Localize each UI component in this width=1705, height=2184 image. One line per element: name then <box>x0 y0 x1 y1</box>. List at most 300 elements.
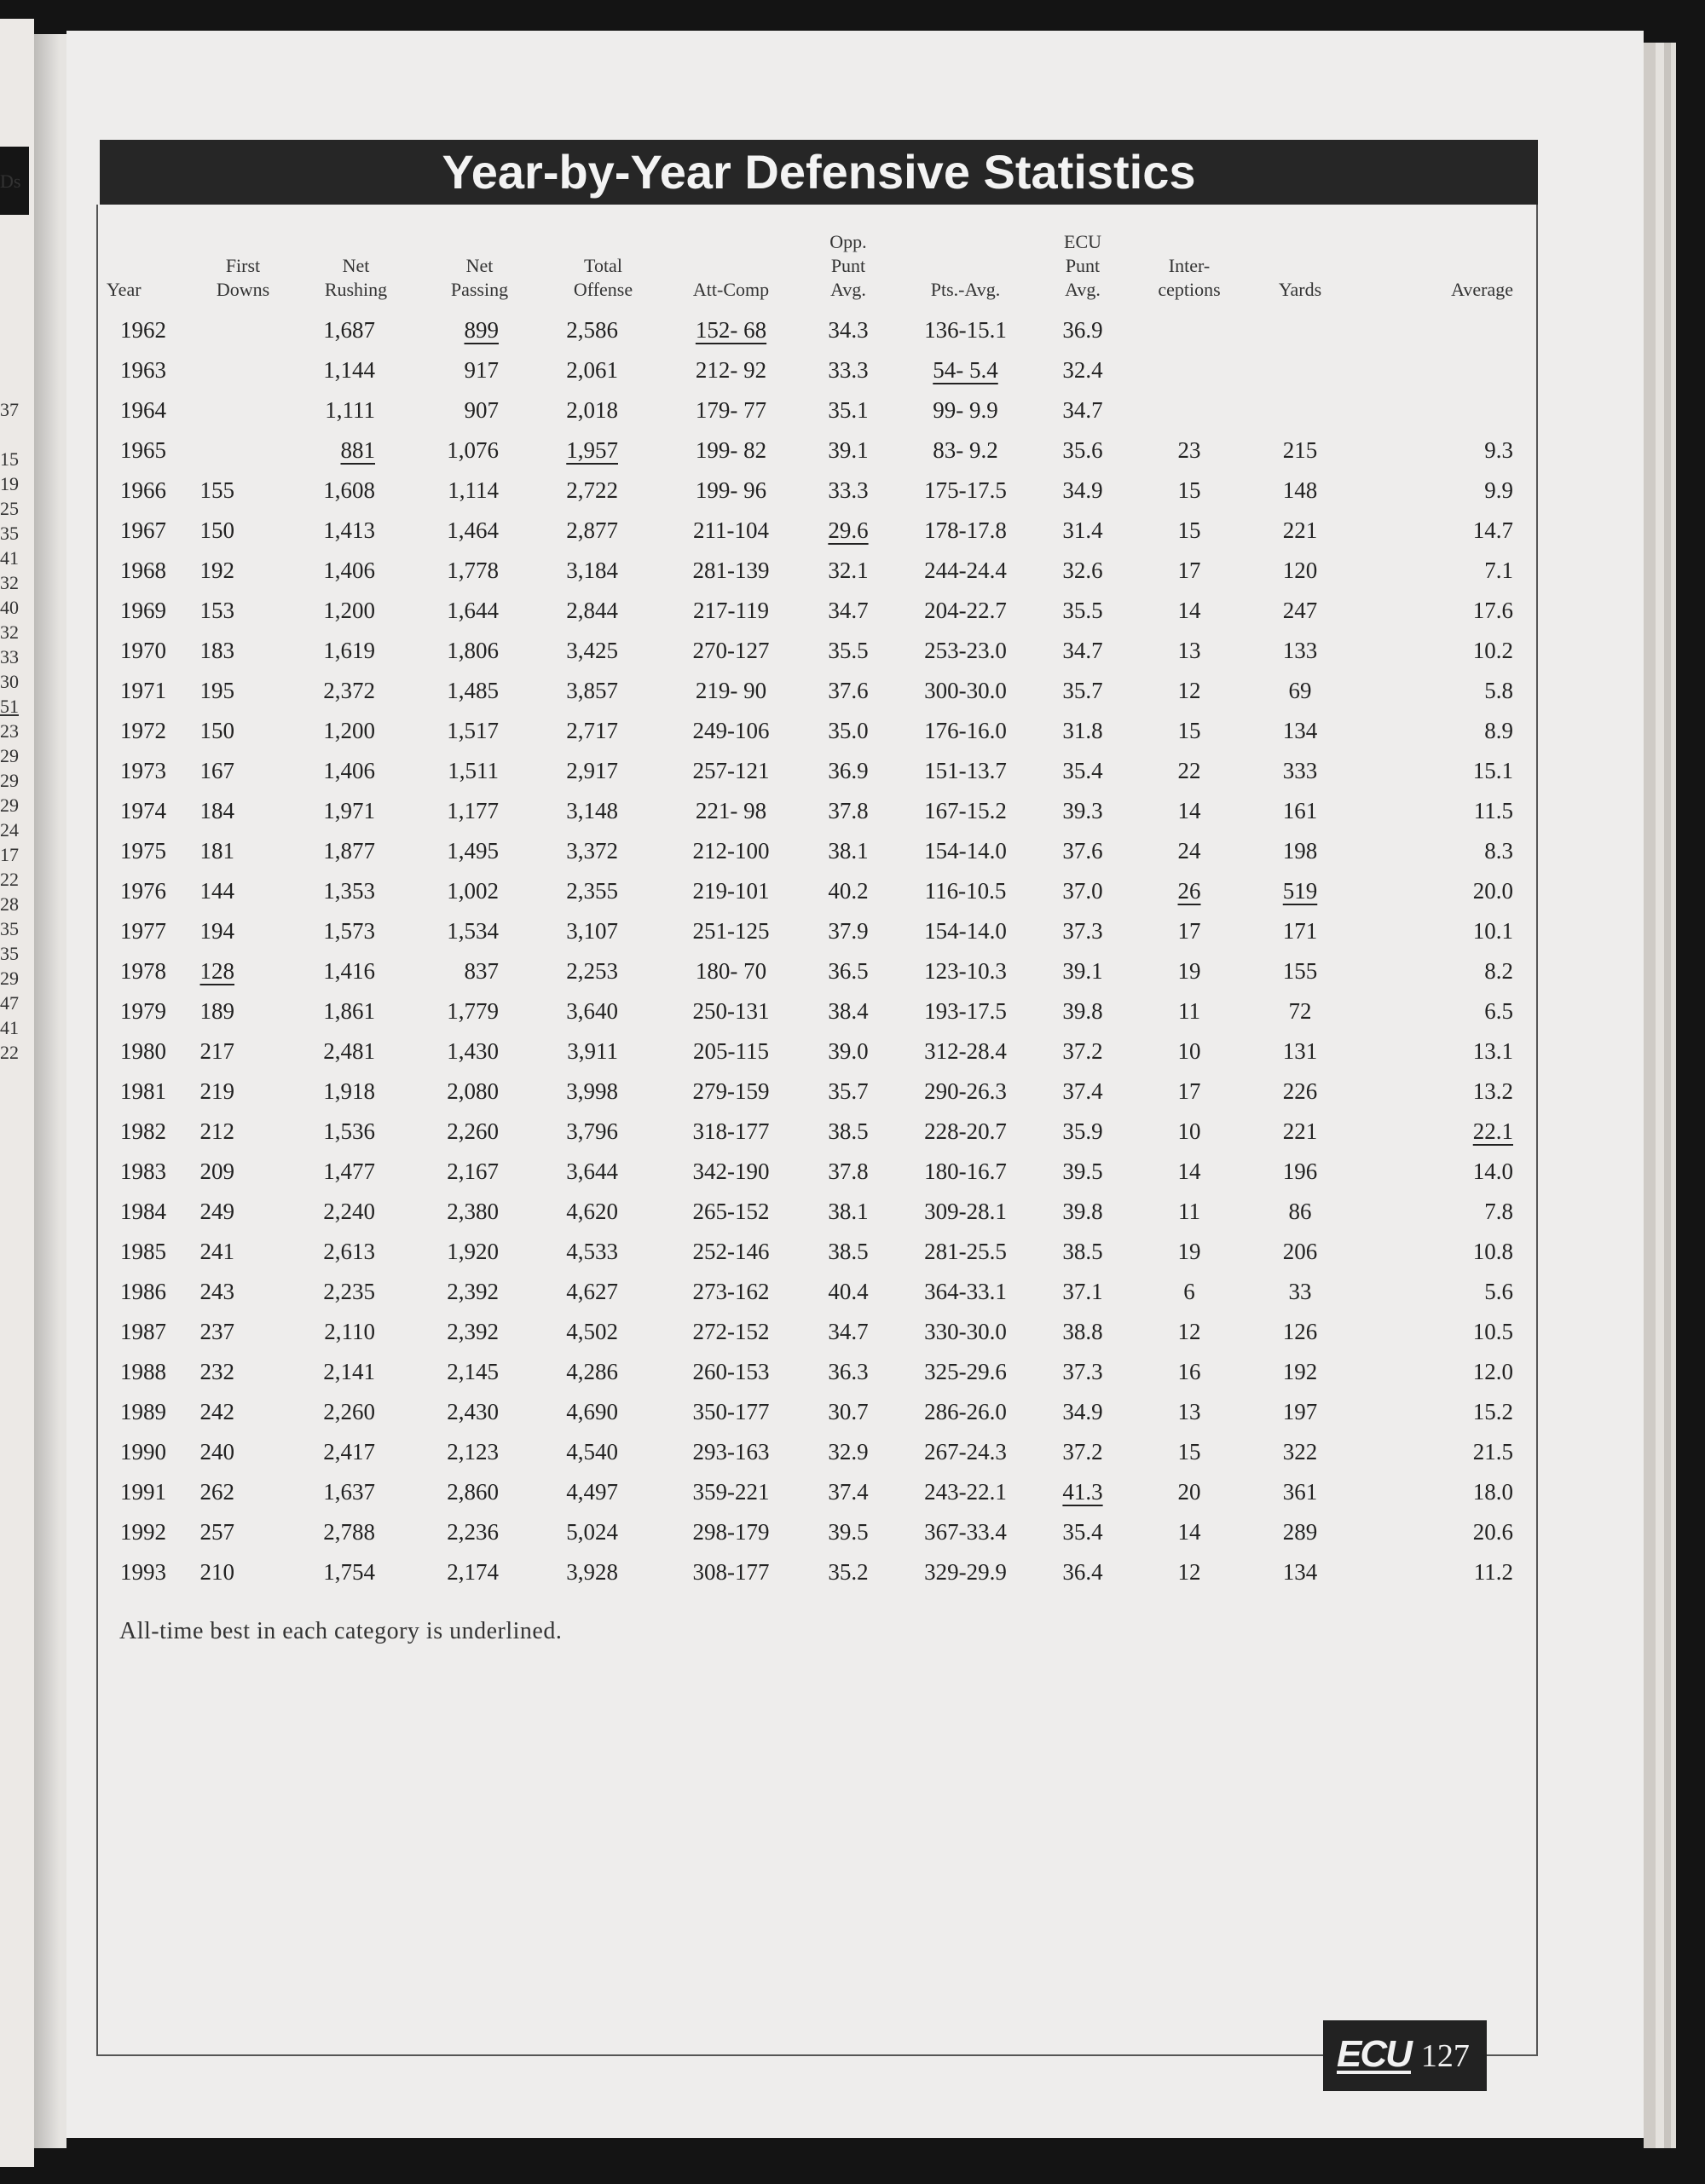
column-header-line: Downs <box>216 279 270 300</box>
table-cell <box>899 1152 1032 1192</box>
cell-value: 69 <box>1288 678 1312 703</box>
page-edge <box>1656 43 1664 2148</box>
cell-value: 210 <box>199 1559 234 1585</box>
table-cell <box>665 671 797 711</box>
cell-value: 136-15.1 <box>924 317 1007 343</box>
table-cell <box>107 751 192 791</box>
table-cell <box>541 310 665 350</box>
cell-value: 2,392 <box>447 1279 499 1304</box>
table-cell <box>1134 471 1245 511</box>
footnote: All-time best in each category is underlined. <box>119 1618 563 1644</box>
cell-value: 221 <box>1282 1118 1318 1144</box>
cell-value: 1,200 <box>323 718 375 743</box>
table-cell <box>797 390 899 430</box>
table-cell <box>192 751 294 791</box>
table-row <box>107 1392 1513 1432</box>
cell-value: 2,717 <box>566 718 618 743</box>
cell-value: 35.9 <box>1062 1118 1103 1144</box>
cell-value: 14 <box>1177 798 1201 823</box>
table-cell <box>665 591 797 631</box>
table-cell <box>418 1472 541 1512</box>
cell-value: 34.9 <box>1062 477 1103 503</box>
cell-value: 155 <box>199 477 234 503</box>
cell-value: 1,778 <box>447 558 499 583</box>
cell-value: 38.8 <box>1062 1319 1103 1344</box>
table-cell <box>107 1392 192 1432</box>
cell-value: 1,413 <box>323 517 375 543</box>
table-cell <box>1245 1031 1355 1072</box>
column-header <box>1245 230 1355 310</box>
table-cell <box>541 911 665 951</box>
table-cell <box>418 831 541 871</box>
table-cell <box>107 631 192 671</box>
table-cell <box>899 631 1032 671</box>
cell-value: 2,253 <box>566 958 618 984</box>
cell-value: 1992 <box>120 1519 166 1545</box>
table-cell <box>1134 1152 1245 1192</box>
cell-value: 30.7 <box>828 1399 869 1424</box>
table-cell <box>418 350 541 390</box>
table-cell <box>1355 471 1513 511</box>
cell-value: 7.1 <box>1484 558 1513 583</box>
table-cell <box>107 1552 192 1592</box>
cell-value: 1972 <box>120 718 166 743</box>
table-cell <box>1355 1272 1513 1312</box>
cell-value: 37.6 <box>828 678 869 703</box>
table-cell <box>107 1232 192 1272</box>
table-cell <box>665 350 797 390</box>
cell-value: 279-159 <box>692 1078 770 1104</box>
cell-value: 212 <box>199 1118 234 1144</box>
table-cell <box>294 1192 418 1232</box>
cell-value: 37.8 <box>828 798 869 823</box>
table-cell <box>1032 390 1134 430</box>
cell-value: 308-177 <box>692 1559 770 1585</box>
cell-value: 33 <box>1288 1279 1312 1304</box>
previous-page-text-fragment: 29 <box>0 968 19 989</box>
best-value: 152- 68 <box>695 317 767 343</box>
table-row <box>107 1552 1513 1592</box>
table-cell <box>1032 310 1134 350</box>
cell-value: 2,061 <box>566 357 618 383</box>
cell-value: 211-104 <box>693 517 769 543</box>
cell-value: 154-14.0 <box>924 918 1007 944</box>
table-cell <box>1355 430 1513 471</box>
table-cell <box>665 831 797 871</box>
table-cell <box>1245 390 1355 430</box>
cell-value: 2,877 <box>566 517 618 543</box>
table-row <box>107 551 1513 591</box>
cell-value: 167-15.2 <box>924 798 1007 823</box>
cell-value: 221- 98 <box>695 798 767 823</box>
cell-value: 217 <box>199 1038 234 1064</box>
previous-page-text-fragment: 28 <box>0 893 19 915</box>
table-cell <box>665 1272 797 1312</box>
table-row <box>107 1272 1513 1312</box>
page-edge <box>1671 43 1676 2148</box>
cell-value: 34.7 <box>828 1319 869 1344</box>
table-cell <box>1245 551 1355 591</box>
cell-value: 151-13.7 <box>924 758 1007 783</box>
table-cell <box>107 350 192 390</box>
cell-value: 281-139 <box>692 558 770 583</box>
table-cell <box>294 1072 418 1112</box>
cell-value: 39.0 <box>828 1038 869 1064</box>
previous-page-text-fragment: 35 <box>0 943 19 964</box>
cell-value: 298-179 <box>692 1519 770 1545</box>
table-cell <box>107 430 192 471</box>
cell-value: 330-30.0 <box>924 1319 1007 1344</box>
best-value: 881 <box>340 437 375 463</box>
column-header-line: Offense <box>573 279 633 300</box>
table-cell <box>541 1272 665 1312</box>
table-cell <box>1355 751 1513 791</box>
cell-value: 1,644 <box>447 598 499 623</box>
table-cell <box>1134 1232 1245 1272</box>
table-cell <box>797 671 899 711</box>
cell-value: 2,372 <box>323 678 375 703</box>
cell-value: 37.4 <box>1062 1078 1103 1104</box>
previous-page-text-fragment: 41 <box>0 547 19 569</box>
table-cell <box>1032 350 1134 390</box>
cell-value: 2,844 <box>566 598 618 623</box>
cell-value: 35.4 <box>1062 1519 1103 1545</box>
table-cell <box>1032 831 1134 871</box>
cell-value: 37.4 <box>828 1479 869 1505</box>
previous-page-text-fragment: 32 <box>0 572 19 593</box>
table-cell <box>665 631 797 671</box>
cell-value: 2,167 <box>447 1158 499 1184</box>
table-cell <box>899 791 1032 831</box>
table-cell <box>192 310 294 350</box>
cell-value: 257-121 <box>692 758 770 783</box>
cell-value: 86 <box>1288 1199 1312 1224</box>
cell-value: 361 <box>1282 1479 1318 1505</box>
cell-value: 3,857 <box>566 678 618 703</box>
cell-value: 23 <box>1177 437 1201 463</box>
table-row <box>107 951 1513 991</box>
table-cell <box>1134 350 1245 390</box>
table-cell <box>541 1152 665 1192</box>
table-cell <box>1355 791 1513 831</box>
table-cell <box>1134 551 1245 591</box>
cell-value: 38.5 <box>828 1118 869 1144</box>
table-cell <box>1134 911 1245 951</box>
table-row <box>107 791 1513 831</box>
table-row <box>107 1072 1513 1112</box>
table-cell <box>665 1112 797 1152</box>
table-cell <box>665 1152 797 1192</box>
cell-value: 39.1 <box>828 437 869 463</box>
table-cell <box>192 871 294 911</box>
table-cell <box>1032 591 1134 631</box>
cell-value: 17.6 <box>1472 598 1513 623</box>
table-cell <box>1245 1512 1355 1552</box>
cell-value: 249-106 <box>692 718 770 743</box>
cell-value: 1988 <box>120 1359 166 1384</box>
table-row <box>107 1312 1513 1352</box>
cell-value: 209 <box>199 1158 234 1184</box>
table-cell <box>1032 911 1134 951</box>
cell-value: 38.4 <box>828 998 869 1024</box>
cell-value: 20 <box>1177 1479 1201 1505</box>
cell-value: 281-25.5 <box>924 1239 1007 1264</box>
table-cell <box>107 1312 192 1352</box>
cell-value: 1975 <box>120 838 166 864</box>
cell-value: 204-22.7 <box>924 598 1007 623</box>
table-cell <box>1134 1472 1245 1512</box>
cell-value: 2,586 <box>566 317 618 343</box>
column-header <box>1355 230 1513 310</box>
cell-value: 34.7 <box>1062 638 1103 663</box>
table-cell <box>1032 751 1134 791</box>
table-cell <box>294 911 418 951</box>
table-cell <box>1355 1312 1513 1352</box>
cell-value: 1,573 <box>323 918 375 944</box>
cell-value: 215 <box>1282 437 1318 463</box>
table-cell <box>1245 911 1355 951</box>
table-cell <box>899 591 1032 631</box>
table-cell <box>294 511 418 551</box>
cell-value: 1968 <box>120 558 166 583</box>
table-cell <box>1032 1192 1134 1232</box>
table-cell <box>1032 951 1134 991</box>
cell-value: 40.4 <box>828 1279 869 1304</box>
cell-value: 35.1 <box>828 397 869 423</box>
table-cell <box>294 1152 418 1192</box>
table-cell <box>294 551 418 591</box>
table-cell <box>1032 430 1134 471</box>
table-cell <box>1134 871 1245 911</box>
cell-value: 32.9 <box>828 1439 869 1465</box>
table-cell <box>418 1112 541 1152</box>
column-header-line: Inter- <box>1168 255 1211 276</box>
table-cell <box>797 831 899 871</box>
table-cell <box>1245 511 1355 551</box>
cell-value: 4,502 <box>566 1319 618 1344</box>
previous-page-text-fragment: 29 <box>0 770 19 791</box>
previous-page-text-fragment: 15 <box>0 448 19 470</box>
table-cell <box>107 1472 192 1512</box>
cell-value: 1,406 <box>323 758 375 783</box>
cell-value: 15.2 <box>1472 1399 1513 1424</box>
column-header-line: Net <box>465 255 494 276</box>
cell-value: 13.2 <box>1472 1078 1513 1104</box>
best-value: 22.1 <box>1472 1118 1513 1144</box>
cell-value: 40.2 <box>828 878 869 904</box>
table-cell <box>797 1072 899 1112</box>
table-cell <box>1032 631 1134 671</box>
table-row <box>107 631 1513 671</box>
table-cell <box>899 991 1032 1031</box>
cell-value: 9.9 <box>1484 477 1513 503</box>
table-cell <box>1134 511 1245 551</box>
cell-value: 252-146 <box>692 1239 770 1264</box>
table-cell <box>107 871 192 911</box>
table-cell <box>294 671 418 711</box>
table-cell <box>1245 1232 1355 1272</box>
cell-value: 134 <box>1282 718 1318 743</box>
table-cell <box>1245 1152 1355 1192</box>
cell-value: 16 <box>1177 1359 1201 1384</box>
cell-value: 318-177 <box>692 1118 770 1144</box>
table-cell <box>541 1512 665 1552</box>
cell-value: 219 <box>199 1078 234 1104</box>
table-cell <box>899 671 1032 711</box>
cell-value: 1993 <box>120 1559 166 1585</box>
table-cell <box>1355 991 1513 1031</box>
cell-value: 36.5 <box>828 958 869 984</box>
cell-value: 2,392 <box>447 1319 499 1344</box>
cell-value: 34.9 <box>1062 1399 1103 1424</box>
table-cell <box>797 1152 899 1192</box>
column-header-line: Yards <box>1278 279 1322 300</box>
table-cell <box>1245 310 1355 350</box>
cell-value: 35.7 <box>1062 678 1103 703</box>
previous-page-text-fragment: 41 <box>0 1017 19 1038</box>
table-row <box>107 871 1513 911</box>
table-cell <box>1245 711 1355 751</box>
table-row <box>107 1472 1513 1512</box>
table-cell <box>1245 1472 1355 1512</box>
previous-page-text-fragment: 51 <box>0 696 19 717</box>
table-cell <box>665 1312 797 1352</box>
cell-value: 9.3 <box>1484 437 1513 463</box>
table-cell <box>899 430 1032 471</box>
previous-page-text-fragment: 23 <box>0 720 19 742</box>
table-cell <box>665 1552 797 1592</box>
cell-value: 31.4 <box>1062 517 1103 543</box>
cell-value: 1966 <box>120 477 166 503</box>
cell-value: 2,240 <box>323 1199 375 1224</box>
table-cell <box>107 310 192 350</box>
table-cell <box>192 1152 294 1192</box>
cell-value: 32.6 <box>1062 558 1103 583</box>
table-cell <box>1355 1232 1513 1272</box>
cell-value: 289 <box>1282 1519 1318 1545</box>
table-cell <box>1355 1352 1513 1392</box>
column-header-line: Passing <box>450 279 509 300</box>
cell-value: 38.5 <box>828 1239 869 1264</box>
table-header-row <box>107 230 1513 310</box>
table-cell <box>1032 1072 1134 1112</box>
table-cell <box>294 1352 418 1392</box>
cell-value: 195 <box>199 678 234 703</box>
table-cell <box>1245 1432 1355 1472</box>
table-cell <box>797 991 899 1031</box>
cell-value: 8.9 <box>1484 718 1513 743</box>
cell-value: 272-152 <box>692 1319 770 1344</box>
column-header <box>665 230 797 310</box>
cell-value: 2,236 <box>447 1519 499 1545</box>
cell-value: 212- 92 <box>695 357 767 383</box>
table-cell <box>541 1192 665 1232</box>
best-value: 54- 5.4 <box>933 357 998 383</box>
column-header-line: Punt <box>830 255 866 276</box>
cell-value: 1,416 <box>323 958 375 984</box>
table-cell <box>797 631 899 671</box>
column-header <box>1032 230 1134 310</box>
table-cell <box>1355 1192 1513 1232</box>
cell-value: 1964 <box>120 397 166 423</box>
cell-value: 1977 <box>120 918 166 944</box>
table-cell <box>1134 751 1245 791</box>
cell-value: 11 <box>1178 998 1200 1024</box>
previous-page-edge <box>0 19 34 2167</box>
table-cell <box>1355 1392 1513 1432</box>
cell-value: 273-162 <box>692 1279 770 1304</box>
cell-value: 72 <box>1288 998 1312 1024</box>
cell-value: 1,144 <box>323 357 375 383</box>
table-cell <box>107 1352 192 1392</box>
table-cell <box>1032 791 1134 831</box>
cell-value: 10 <box>1177 1038 1201 1064</box>
cell-value: 4,540 <box>566 1439 618 1465</box>
cell-value: 14 <box>1177 1158 1201 1184</box>
table-cell <box>107 591 192 631</box>
table-cell <box>418 671 541 711</box>
cell-value: 265-152 <box>692 1199 770 1224</box>
table-row <box>107 831 1513 871</box>
cell-value: 1,002 <box>447 878 499 904</box>
cell-value: 2,860 <box>447 1479 499 1505</box>
table-cell <box>418 471 541 511</box>
previous-page-text-fragment: 17 <box>0 844 19 865</box>
cell-value: 13.1 <box>1472 1038 1513 1064</box>
cell-value: 2,788 <box>323 1519 375 1545</box>
table-cell <box>541 631 665 671</box>
cell-value: 13 <box>1177 1399 1201 1424</box>
table-cell <box>294 1112 418 1152</box>
table-cell <box>797 1272 899 1312</box>
table-cell <box>192 511 294 551</box>
cell-value: 1985 <box>120 1239 166 1264</box>
cell-value: 322 <box>1282 1439 1318 1465</box>
cell-value: 1,111 <box>325 397 375 423</box>
table-row <box>107 1232 1513 1272</box>
cell-value: 286-26.0 <box>924 1399 1007 1424</box>
table-cell <box>797 1552 899 1592</box>
column-header-line: Opp. <box>829 231 867 252</box>
table-cell <box>665 430 797 471</box>
table-cell <box>192 671 294 711</box>
best-value: 26 <box>1177 878 1201 904</box>
table-cell <box>665 390 797 430</box>
table-cell <box>797 791 899 831</box>
column-header-line: Punt <box>1065 255 1101 276</box>
cell-value: 917 <box>464 357 499 383</box>
table-cell <box>797 751 899 791</box>
table-cell <box>1245 831 1355 871</box>
column-header-line: Year <box>107 279 142 300</box>
cell-value: 1,918 <box>323 1078 375 1104</box>
cell-value: 20.0 <box>1472 878 1513 904</box>
table-cell <box>192 1031 294 1072</box>
table-cell <box>665 511 797 551</box>
table-cell <box>294 791 418 831</box>
table-cell <box>418 791 541 831</box>
table-cell <box>192 1192 294 1232</box>
table-cell <box>899 911 1032 951</box>
cell-value: 1990 <box>120 1439 166 1465</box>
cell-value: 180-16.7 <box>924 1158 1007 1184</box>
table-cell <box>797 1512 899 1552</box>
table-cell <box>1245 671 1355 711</box>
cell-value: 10.2 <box>1472 638 1513 663</box>
cell-value: 219- 90 <box>695 678 767 703</box>
book-gutter <box>34 34 66 2148</box>
table-cell <box>1245 350 1355 390</box>
